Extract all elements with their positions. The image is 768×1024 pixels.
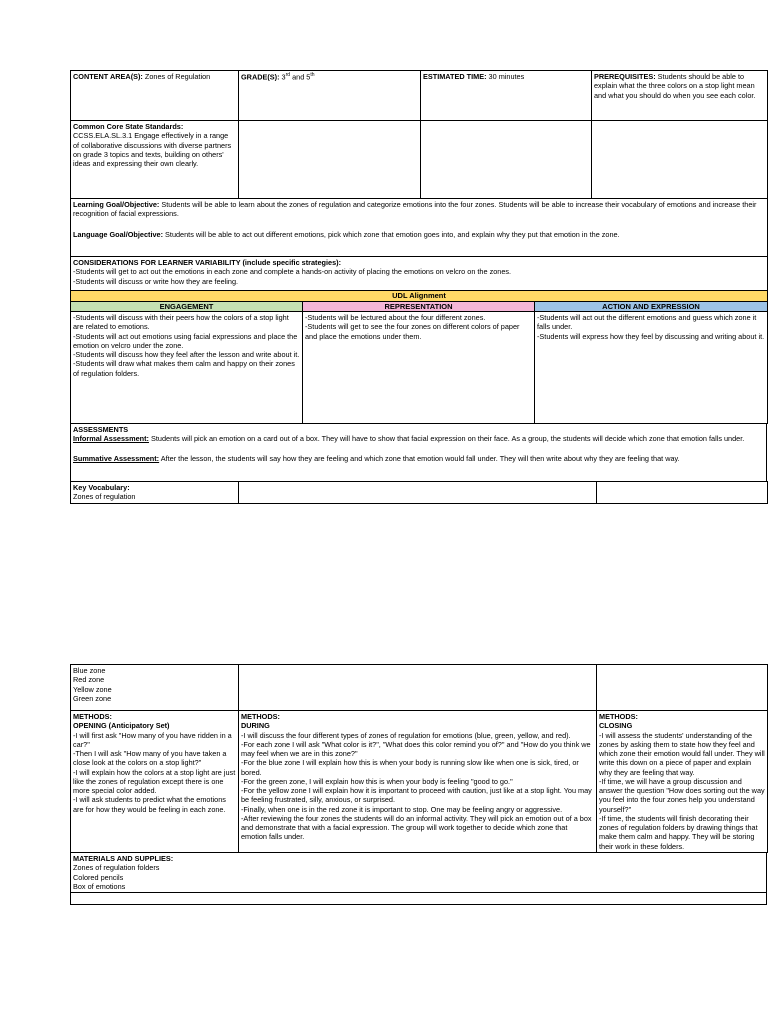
content-area-value: Zones of Regulation [144,72,211,81]
vocab-label: Key Vocabulary: [73,483,130,493]
representation-cell [303,312,535,424]
engagement-header: ENGAGEMENT [71,301,303,312]
methods-closing-title: CLOSING [599,721,633,731]
representation-item: -Students will get to see the four zones on different colors of paper and place the emotions under them. [305,322,520,341]
variability-label: CONSIDERATIONS FOR LEARNER VARIABILITY (include specific strategies): [73,258,341,267]
methods-during-title: DURING [241,721,270,731]
vocab-table-bottom [70,664,768,853]
grades-label: GRADE(S): [241,72,280,82]
during-item: -Finally, when one is in the red zone it is important to stop. One may be feeling angry or aggressive. [241,804,563,814]
during-item: -For the yellow zone I will explain how it is important to proceed with caution, just like at a stop light. You may be feeling frustrated, silly, anxious, or surprised. [241,786,592,805]
engagement-item: -Students will draw what makes them calm and happy on their zones of regulation folders. [73,359,295,378]
informal-assessment-text: Students will pick an emotion on a card out of a box. They will have to show that facial expression on their face. As a group, the students will decide which zone that emotion falls under. [151,434,745,444]
standards-label: Common Core State Standards: [73,122,184,131]
vocab-table-top [70,481,768,504]
engagement-item: -Students will discuss with their peers how the colors of a stop light are related to emotions. [73,313,289,332]
learning-goal-text: Students will be able to learn about the zones of regulation and categorize emotions into the four zones. Students will be able to increase their vocabulary of emotions and increase their recognition of facial expressions. [73,200,757,219]
vocab-item: Red zone [73,675,105,685]
methods-during-label: METHODS: [241,712,280,721]
opening-item: -I will explain how the colors at a stop light are just like the zones of regulation except there is one more special color added. [73,767,236,796]
materials-item: Zones of regulation folders [73,863,160,873]
action-cell [535,312,768,424]
lesson-plan-header-table [70,70,768,291]
vocab-item: Blue zone [73,666,106,675]
time-value: 30 minutes [488,72,525,81]
prereq-label: PREREQUISITES: [594,72,656,81]
vocab-item: Zones of regulation [73,492,136,502]
udl-alignment-table [70,290,768,312]
action-expression-header: ACTION AND EXPRESSION [535,301,768,312]
prereq-value: Students should be able to explain what the three colors on a stop light mean and what you should do when you see each color. [594,72,756,100]
during-item: -For the blue zone I will explain how this is when your body is running slow like when one is sick, tired, or bored. [241,758,579,777]
lesson-plan-page-2 [70,664,767,905]
opening-item: -I will ask students to predict what the emotions are for how they would be feeling in each zone. [73,795,226,814]
closing-item: -If time, the students will finish decorating their zones of regulation folders by drawing things that make them calm and happy. They will be storing their work in these folders. [599,813,758,851]
grades-and: and 5 [292,72,311,82]
variability-cell [71,257,768,291]
standards-empty-3 [592,121,768,199]
opening-item: -I will first ask "How many of you have ridden in a car?" [73,730,232,749]
lesson-plan-page-1 [70,70,767,504]
engagement-item: -Students will act out emotions using facial expressions and place the emotion on velcro under the zone. [73,331,298,350]
assessments-cell [71,424,767,482]
vocab-empty-4 [597,665,768,711]
methods-opening-title: OPENING (Anticipatory Set) [73,721,170,731]
content-area-cell [71,71,239,121]
engagement-item: -Students will discuss how they feel after the lesson and write about it. [73,350,300,360]
summative-assessment-label: Summative Assessment: [73,453,160,463]
standards-cell [71,121,239,199]
methods-closing-cell [597,711,768,853]
vocab-empty-3 [239,665,597,711]
methods-closing-label: METHODS: [599,712,638,721]
time-cell [421,71,592,121]
learning-goal-label: Learning Goal/Objective: [73,200,160,209]
content-area-label: CONTENT AREA(S): [73,72,143,81]
variability-line-1: -Students will get to act out the emotions in each zone and complete a hands-on activity of placing the emotions on velcro on the zones. [73,267,512,277]
grades-value: 3 [281,72,286,82]
informal-assessment-label: Informal Assessment: [73,434,149,444]
during-item: -I will discuss the four different types of zones of regulation for emotions (blue, green, yellow, and red). [241,730,571,740]
during-item: -For the green zone, I will explain how this is when your body is feeling "good to go." [241,776,513,786]
vocab-empty-1 [239,482,597,504]
standards-empty-2 [421,121,592,199]
language-goal-label: Language Goal/Objective: [73,229,164,239]
during-item: -After reviewing the four zones the students will do an informal activity. They will pick an emotion out of a box and demonstrate that with a facial expression. The group will work together to decide which zone that emotion falls under. [241,813,592,842]
methods-opening-label: METHODS: [73,712,112,721]
assessments-label: ASSESSMENTS [73,425,129,435]
during-item: -For each zone I will ask "What color is it?", "What does this color remind you of?" and "How do you think we may feel when we are in this zone?" [241,739,591,759]
opening-item: -Then I will ask "How many of you have taken a close look at the colors on a stop light?" [73,749,227,768]
goals-cell [71,199,768,257]
closing-item: -If time, we will have a group discussion and answer the question "How does sorting out the way you feel into the four zones help you understand yourself?" [599,776,765,814]
vocab-item: Yellow zone [73,684,112,694]
action-item: -Students will express how they feel by discussing and writing about it. [537,331,765,341]
materials-item: Colored pencils [73,872,124,882]
variability-line-2: -Students will discuss or write how they are feeling. [73,276,239,286]
vocab-cell-bottom [71,665,239,711]
materials-cell [71,852,767,892]
engagement-cell [71,312,303,424]
closing-item: -I will assess the students' understanding of the zones by asking them to state how they feel and which zone their emotion would fall under. They will write this down on a piece of paper and explain why they are feeling that way. [599,730,765,777]
grades-sup-b: th [310,72,315,78]
assessments-table [70,423,767,482]
vocab-empty-2 [597,482,768,504]
materials-item: Box of emotions [73,881,126,891]
time-label: ESTIMATED TIME: [423,72,487,81]
language-goal-text: Students will be able to act out different emotions, pick which zone that emotion goes into, and explain why they put that emotion in the zone. [165,229,620,239]
materials-label: MATERIALS AND SUPPLIES: [73,853,174,863]
representation-header: REPRESENTATION [303,301,535,312]
vocab-cell-top [71,482,239,504]
summative-assessment-text: After the lesson, the students will say how they are feeling and which zone that emotion would fall under. They will then write about why they are feeling that way. [160,453,680,463]
udl-title: UDL Alignment [71,291,768,302]
udl-content-table [70,311,768,424]
standards-empty-1 [239,121,421,199]
representation-item: -Students will be lectured about the four different zones. [305,313,486,323]
prereq-cell [592,71,768,121]
grades-cell [239,71,421,121]
standards-text: CCSS.ELA.SL.3.1 Engage effectively in a range of collaborative discussions with diverse partners on grade 3 topics and texts, building on others' ideas and expressing their own clearly. [73,131,232,169]
grades-sup-a: rd [285,72,291,78]
vocab-item: Green zone [73,693,112,703]
materials-spacer-row [71,893,767,905]
materials-table [70,852,767,905]
action-item: -Students will act out the different emotions and guess which zone it falls under. [537,313,757,332]
methods-during-cell [239,711,597,853]
methods-opening-cell [71,711,239,853]
